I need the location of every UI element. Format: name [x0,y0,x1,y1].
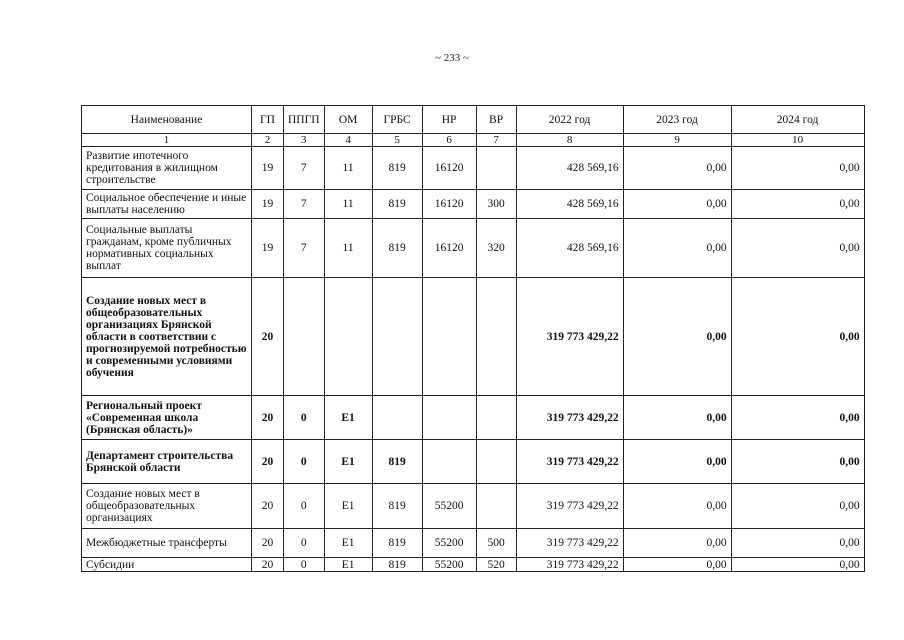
cell-gp: 20 [252,278,284,396]
row-name: Межбюджетные трансферты [82,529,252,558]
cell-ppgp: 0 [284,440,325,484]
row-name: Субсидии [82,558,252,572]
cell-2024: 0,00 [731,484,864,529]
cell-grbs: 819 [372,190,422,219]
column-number: 6 [422,134,476,147]
cell-nr: 55200 [422,484,476,529]
table-row [82,147,865,190]
cell-om: E1 [324,529,372,558]
cell-2023: 0,00 [623,190,731,219]
header-om: ОМ [324,106,372,134]
header-2022: 2022 год [516,106,623,134]
cell-grbs: 819 [372,529,422,558]
table-row [82,484,865,529]
cell-gp: 20 [252,440,284,484]
cell-2024: 0,00 [731,219,864,278]
cell-gp: 20 [252,396,284,440]
cell-2024: 0,00 [731,396,864,440]
cell-2024: 0,00 [731,558,864,572]
cell-2023: 0,00 [623,529,731,558]
cell-vr [476,484,516,529]
table-row [82,278,865,396]
cell-nr [422,440,476,484]
cell-ppgp: 0 [284,558,325,572]
cell-nr: 16120 [422,219,476,278]
row-name: Социальные выплаты гражданам, кроме публичных нормативных социальных выплат [82,219,252,278]
column-number-row [82,134,865,147]
table-row [82,529,865,558]
table-row [82,190,865,219]
cell-nr [422,278,476,396]
header-ppgp: ППГП [284,106,325,134]
header-row [82,106,865,134]
header-vr: ВР [476,106,516,134]
cell-vr [476,278,516,396]
cell-ppgp: 7 [284,147,325,190]
cell-vr: 500 [476,529,516,558]
cell-2024: 0,00 [731,529,864,558]
header-grbs: ГРБС [372,106,422,134]
cell-ppgp: 0 [284,484,325,529]
cell-om: E1 [324,558,372,572]
header-nr: НР [422,106,476,134]
cell-2022: 428 569,16 [516,190,623,219]
column-number: 2 [252,134,284,147]
cell-2024: 0,00 [731,278,864,396]
cell-2024: 0,00 [731,440,864,484]
row-name: Развитие ипотечного кредитования в жилищном строительстве [82,147,252,190]
cell-2022: 319 773 429,22 [516,484,623,529]
column-number: 4 [324,134,372,147]
cell-om: 11 [324,147,372,190]
cell-grbs [372,396,422,440]
column-number: 9 [623,134,731,147]
budget-table [81,105,865,572]
cell-grbs: 819 [372,484,422,529]
cell-vr: 520 [476,558,516,572]
cell-grbs: 819 [372,558,422,572]
cell-gp: 20 [252,529,284,558]
cell-2023: 0,00 [623,440,731,484]
cell-om: E1 [324,484,372,529]
cell-grbs: 819 [372,440,422,484]
cell-nr [422,396,476,440]
cell-vr: 300 [476,190,516,219]
cell-2023: 0,00 [623,396,731,440]
cell-grbs: 819 [372,219,422,278]
table-row [82,219,865,278]
row-name: Департамент строительства Брянской области [82,440,252,484]
cell-2022: 428 569,16 [516,219,623,278]
row-name: Социальное обеспечение и иные выплаты населению [82,190,252,219]
cell-vr [476,147,516,190]
cell-gp: 19 [252,147,284,190]
cell-grbs [372,278,422,396]
cell-nr: 16120 [422,147,476,190]
cell-nr: 16120 [422,190,476,219]
cell-2022: 319 773 429,22 [516,278,623,396]
cell-om: E1 [324,440,372,484]
cell-2022: 319 773 429,22 [516,396,623,440]
cell-2024: 0,00 [731,190,864,219]
cell-2023: 0,00 [623,219,731,278]
cell-ppgp: 0 [284,529,325,558]
cell-2022: 428 569,16 [516,147,623,190]
cell-2024: 0,00 [731,147,864,190]
cell-gp: 20 [252,484,284,529]
cell-ppgp: 0 [284,396,325,440]
cell-2023: 0,00 [623,558,731,572]
cell-2022: 319 773 429,22 [516,440,623,484]
header-2024: 2024 год [731,106,864,134]
cell-2022: 319 773 429,22 [516,558,623,572]
cell-ppgp [284,278,325,396]
column-number: 5 [372,134,422,147]
header-gp: ГП [252,106,284,134]
cell-2022: 319 773 429,22 [516,529,623,558]
cell-2023: 0,00 [623,278,731,396]
cell-om: E1 [324,396,372,440]
cell-ppgp: 7 [284,219,325,278]
cell-2023: 0,00 [623,484,731,529]
cell-vr [476,440,516,484]
cell-gp: 19 [252,190,284,219]
row-name: Создание новых мест в общеобразовательных организациях [82,484,252,529]
column-number: 3 [284,134,325,147]
header-name: Наименование [82,106,252,134]
cell-om: 11 [324,190,372,219]
cell-gp: 20 [252,558,284,572]
column-number: 7 [476,134,516,147]
cell-vr: 320 [476,219,516,278]
column-number: 8 [516,134,623,147]
cell-om: 11 [324,219,372,278]
table-row [82,396,865,440]
cell-gp: 19 [252,219,284,278]
column-number: 1 [82,134,252,147]
row-name: Региональный проект «Современная школа (Брянская область)» [82,396,252,440]
cell-om [324,278,372,396]
cell-2023: 0,00 [623,147,731,190]
cell-nr: 55200 [422,529,476,558]
table-row [82,558,865,572]
header-2023: 2023 год [623,106,731,134]
table-row [82,440,865,484]
column-number: 10 [731,134,864,147]
cell-vr [476,396,516,440]
page-number: ~ 233 ~ [435,52,469,64]
cell-ppgp: 7 [284,190,325,219]
cell-nr: 55200 [422,558,476,572]
cell-grbs: 819 [372,147,422,190]
row-name: Создание новых мест в общеобразовательных организациях Брянской области в соответствии с прогнозируемой потребностью и современными условиями обучения [82,278,252,396]
